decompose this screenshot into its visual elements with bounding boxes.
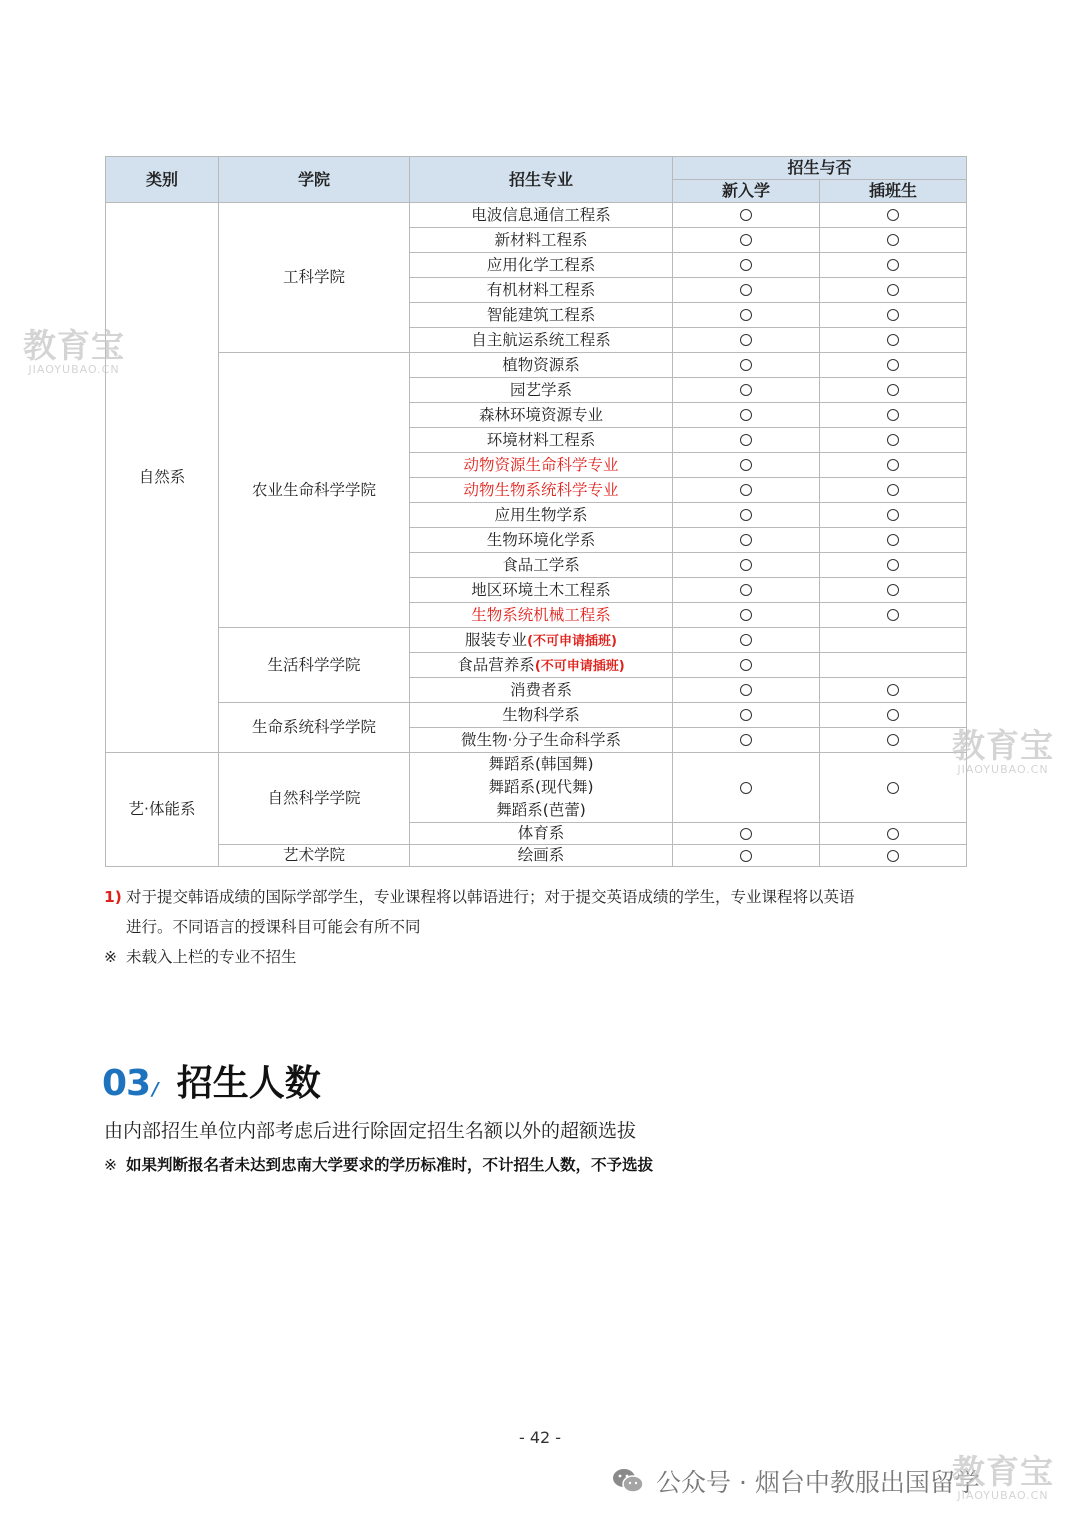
circle-icon	[740, 534, 752, 546]
circle-icon	[887, 259, 899, 271]
circle-icon	[887, 584, 899, 596]
major-cell: 新材料工程系	[410, 228, 673, 253]
circle-icon	[887, 850, 899, 862]
watermark-text: 教育宝	[952, 726, 1054, 765]
transfer-mark	[820, 253, 967, 278]
major-cell: 生物科学系	[410, 703, 673, 728]
major-cell: 食品工学系	[410, 553, 673, 578]
major-cell: 森林环境资源专业	[410, 403, 673, 428]
circle-icon	[887, 709, 899, 721]
header-admission: 招生与否	[673, 157, 967, 180]
college-art: 艺术学院	[219, 845, 410, 867]
watermark-url: JIAOYUBAO.CN	[957, 763, 1049, 776]
circle-icon	[740, 409, 752, 421]
major-label: 舞蹈系(现代舞)	[488, 778, 594, 796]
transfer-empty	[820, 628, 967, 653]
section-body: 由内部招生单位内部考虑后进行除固定招生名额以外的超额选拔	[104, 1120, 637, 1142]
circle-icon	[740, 828, 752, 840]
transfer-mark	[820, 703, 967, 728]
category-natural: 自然系	[106, 203, 219, 753]
transfer-mark	[820, 228, 967, 253]
circle-icon	[740, 584, 752, 596]
transfer-mark	[820, 603, 967, 628]
circle-icon	[887, 284, 899, 296]
college-life: 生活科学学院	[219, 628, 410, 703]
circle-icon	[740, 384, 752, 396]
transfer-mark	[820, 528, 967, 553]
freshman-mark	[673, 628, 820, 653]
circle-icon	[740, 609, 752, 621]
circle-icon	[740, 850, 752, 862]
transfer-empty	[820, 653, 967, 678]
section-heading	[102, 1055, 321, 1105]
header-college: 学院	[219, 157, 410, 203]
major-cell: 有机材料工程系	[410, 278, 673, 303]
transfer-mark	[820, 578, 967, 603]
watermark-text: 教育宝	[23, 326, 125, 365]
major-label: 食品营养系	[457, 655, 535, 674]
major-cell: 地区环境土木工程系	[410, 578, 673, 603]
freshman-mark	[673, 578, 820, 603]
table-notes	[104, 882, 984, 972]
circle-icon	[887, 434, 899, 446]
circle-icon	[887, 209, 899, 221]
major-cell	[410, 653, 673, 678]
section-title: 招生人数	[176, 1063, 321, 1104]
circle-icon	[740, 734, 752, 746]
no-transfer-note: (不可申请插班)	[527, 633, 617, 649]
circle-icon	[887, 309, 899, 321]
transfer-mark	[820, 678, 967, 703]
circle-icon	[740, 659, 752, 671]
circle-icon	[887, 509, 899, 521]
major-cell: 动物生物系统科学专业	[410, 478, 673, 503]
freshman-mark	[673, 528, 820, 553]
watermark-text: 教育宝	[952, 1452, 1054, 1491]
circle-icon	[887, 734, 899, 746]
watermark-url: JIAOYUBAO.CN	[957, 1489, 1049, 1502]
reference-mark: ※	[104, 948, 117, 966]
circle-icon	[740, 509, 752, 521]
circle-icon	[887, 782, 899, 794]
freshman-mark	[673, 278, 820, 303]
transfer-mark	[820, 203, 967, 228]
page-number: - 42 -	[518, 1428, 562, 1447]
freshman-mark	[673, 845, 820, 867]
major-cell: 微生物·分子生命科学系	[410, 728, 673, 753]
wechat-account: 公众号 · 烟台中教服出国留学	[656, 1468, 980, 1497]
circle-icon	[740, 284, 752, 296]
transfer-mark	[820, 428, 967, 453]
transfer-mark	[820, 478, 967, 503]
circle-icon	[740, 559, 752, 571]
circle-icon	[740, 634, 752, 646]
circle-icon	[887, 234, 899, 246]
circle-icon	[740, 684, 752, 696]
transfer-mark	[820, 453, 967, 478]
freshman-mark	[673, 303, 820, 328]
freshman-mark	[673, 553, 820, 578]
freshman-mark	[673, 328, 820, 353]
circle-icon	[740, 782, 752, 794]
freshman-mark	[673, 203, 820, 228]
freshman-mark	[673, 823, 820, 845]
freshman-mark	[673, 228, 820, 253]
circle-icon	[740, 234, 752, 246]
circle-icon	[887, 384, 899, 396]
section-note	[104, 1153, 653, 1175]
transfer-mark	[820, 403, 967, 428]
circle-icon	[887, 609, 899, 621]
transfer-mark	[820, 503, 967, 528]
freshman-mark	[673, 478, 820, 503]
freshman-mark	[673, 403, 820, 428]
transfer-mark	[820, 553, 967, 578]
freshman-mark	[673, 353, 820, 378]
major-label: 舞蹈系(芭蕾)	[496, 801, 586, 819]
circle-icon	[887, 828, 899, 840]
freshman-mark	[673, 653, 820, 678]
freshman-mark	[673, 728, 820, 753]
circle-icon	[887, 484, 899, 496]
major-cell: 应用化学工程系	[410, 253, 673, 278]
note-1-continued: 进行。不同语言的授课科目可能会有所不同	[126, 918, 421, 936]
circle-icon	[887, 459, 899, 471]
note-1	[104, 882, 984, 912]
circle-icon	[887, 334, 899, 346]
circle-icon	[740, 359, 752, 371]
college-agri: 农业生命科学学院	[219, 353, 410, 628]
admission-table	[105, 156, 967, 867]
transfer-mark	[820, 303, 967, 328]
transfer-mark	[820, 378, 967, 403]
header-major: 招生专业	[410, 157, 673, 203]
freshman-mark	[673, 503, 820, 528]
freshman-mark	[673, 428, 820, 453]
watermark-logo	[944, 1454, 1062, 1502]
watermark-logo	[944, 728, 1062, 776]
freshman-mark	[673, 378, 820, 403]
section-note-text: 如果判断报名者未达到忠南大学要求的学历标准时，不计招生人数，不予选拔	[126, 1156, 654, 1174]
freshman-mark	[673, 453, 820, 478]
major-label: 舞蹈系(韩国舞)	[488, 755, 594, 773]
circle-icon	[887, 359, 899, 371]
major-cell	[410, 628, 673, 653]
major-cell: 自主航运系统工程系	[410, 328, 673, 353]
major-cell: 电波信息通信工程系	[410, 203, 673, 228]
circle-icon	[740, 334, 752, 346]
note-2	[104, 942, 984, 972]
section-slash: /	[152, 1079, 159, 1100]
freshman-mark	[673, 678, 820, 703]
circle-icon	[887, 409, 899, 421]
major-cell: 动物资源生命科学专业	[410, 453, 673, 478]
watermark-logo	[16, 328, 132, 376]
circle-icon	[740, 209, 752, 221]
category-arts: 艺·体能系	[106, 753, 219, 867]
freshman-mark	[673, 703, 820, 728]
note-2-text: 未载入上栏的专业不招生	[126, 948, 297, 966]
header-transfer: 插班生	[820, 180, 967, 203]
watermark-url: JIAOYUBAO.CN	[28, 363, 120, 376]
major-cell: 植物资源系	[410, 353, 673, 378]
no-transfer-note: (不可申请插班)	[534, 658, 625, 674]
section-number: 03	[102, 1063, 151, 1104]
major-cell: 应用生物学系	[410, 503, 673, 528]
note-1-text: 对于提交韩语成绩的国际学部学生，专业课程将以韩语进行；对于提交英语成绩的学生，专业课程将以英语	[126, 888, 855, 906]
major-cell: 环境材料工程系	[410, 428, 673, 453]
circle-icon	[740, 459, 752, 471]
circle-icon	[740, 309, 752, 321]
transfer-mark	[820, 328, 967, 353]
transfer-mark	[820, 353, 967, 378]
wechat-icon	[612, 1467, 644, 1495]
major-cell: 生物系统机械工程系	[410, 603, 673, 628]
circle-icon	[740, 484, 752, 496]
college-natsci: 自然科学学院	[219, 753, 410, 845]
header-freshman: 新入学	[673, 180, 820, 203]
wechat-footer	[612, 1463, 980, 1499]
major-cell: 消费者系	[410, 678, 673, 703]
major-cell: 绘画系	[410, 845, 673, 867]
circle-icon	[740, 709, 752, 721]
circle-icon	[887, 559, 899, 571]
circle-icon	[740, 259, 752, 271]
freshman-mark	[673, 603, 820, 628]
transfer-mark	[820, 845, 967, 867]
transfer-mark	[820, 278, 967, 303]
major-cell: 体育系	[410, 823, 673, 845]
circle-icon	[887, 684, 899, 696]
major-cell: 生物环境化学系	[410, 528, 673, 553]
college-lifesys: 生命系统科学学院	[219, 703, 410, 753]
circle-icon	[740, 434, 752, 446]
header-category: 类别	[106, 157, 219, 203]
major-cell-dance	[410, 753, 673, 823]
college-engineering: 工科学院	[219, 203, 410, 353]
major-cell: 智能建筑工程系	[410, 303, 673, 328]
circle-icon	[887, 534, 899, 546]
note-number: 1)	[104, 888, 122, 906]
major-label: 服装专业	[465, 630, 528, 649]
freshman-mark	[673, 253, 820, 278]
major-cell: 园艺学系	[410, 378, 673, 403]
reference-mark: ※	[104, 1156, 117, 1174]
freshman-mark	[673, 753, 820, 823]
transfer-mark	[820, 823, 967, 845]
